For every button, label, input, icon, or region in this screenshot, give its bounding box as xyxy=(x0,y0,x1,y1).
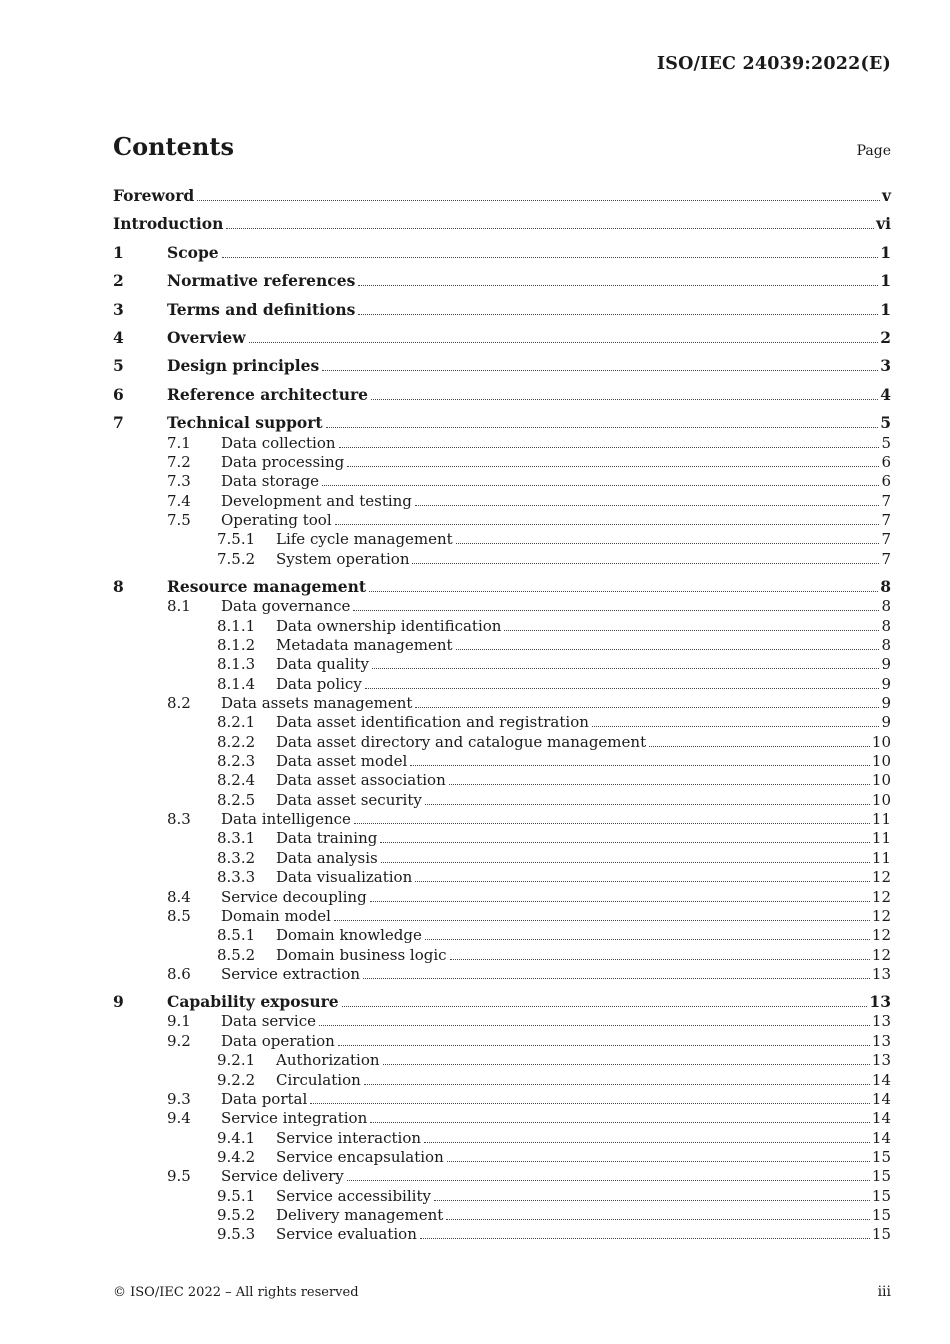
toc-entry-title[interactable]: Reference architecture xyxy=(167,384,368,404)
toc-entry-number: 8.2.4 xyxy=(217,771,256,790)
toc-entry[interactable] xyxy=(113,866,891,886)
dot-leader xyxy=(358,285,878,286)
dot-leader xyxy=(415,707,879,708)
toc-entry[interactable] xyxy=(113,847,891,867)
page-column-label: Page xyxy=(856,143,891,159)
toc-entry-title[interactable]: Data service xyxy=(221,1012,317,1031)
toc-entry-number: 8.3 xyxy=(167,810,191,829)
toc-entry-number: 9.5.1 xyxy=(217,1186,256,1205)
toc-entry[interactable] xyxy=(113,673,891,693)
toc-entry-page: 15 xyxy=(871,1186,891,1205)
toc-entry[interactable] xyxy=(113,963,891,983)
toc-entry-page: 15 xyxy=(871,1225,891,1244)
toc-entry-title[interactable]: Data asset identification and registration xyxy=(276,713,589,732)
toc-entry-title[interactable]: Domain business logic xyxy=(276,945,447,964)
toc-entry-title[interactable]: Service interaction xyxy=(276,1128,422,1147)
toc-entry-title[interactable]: Data quality xyxy=(276,655,370,674)
dot-leader xyxy=(412,563,879,564)
toc-entry-number: 9.2.2 xyxy=(217,1070,256,1089)
toc-entry-title[interactable]: Data ownership identification xyxy=(276,616,502,635)
dot-leader xyxy=(372,668,879,669)
toc-entry-title[interactable]: Domain model xyxy=(221,906,331,925)
toc-entry[interactable] xyxy=(113,1127,891,1147)
dot-leader xyxy=(353,610,879,611)
toc-entry-page: 5 xyxy=(881,433,891,452)
dot-leader xyxy=(380,842,870,843)
toc-entry-page: 14 xyxy=(871,1089,891,1108)
toc-entry[interactable] xyxy=(113,470,891,490)
toc-entry-title[interactable]: Capability exposure xyxy=(167,992,339,1012)
toc-entry-title[interactable]: Circulation xyxy=(276,1070,361,1089)
toc-entry-title[interactable]: System operation xyxy=(276,549,410,568)
toc-entry[interactable] xyxy=(113,185,891,205)
toc-entry-number: 7 xyxy=(113,413,124,433)
toc-entry-title[interactable]: Resource management xyxy=(167,576,367,596)
dot-leader xyxy=(592,726,880,727)
dot-leader xyxy=(310,1103,870,1104)
dot-leader xyxy=(197,200,880,201)
toc-entry-number: 8.3.2 xyxy=(217,848,256,867)
toc-entry[interactable] xyxy=(113,412,891,432)
dot-leader xyxy=(450,959,870,960)
dot-leader xyxy=(425,804,870,805)
toc-entry[interactable] xyxy=(113,808,891,828)
dot-leader xyxy=(335,524,880,525)
toc-entry[interactable] xyxy=(113,595,891,615)
toc-entry-title[interactable]: Development and testing xyxy=(221,491,412,510)
page-number: iii xyxy=(877,1284,891,1300)
toc-entry-page: 8 xyxy=(881,597,891,616)
toc-entry-number: 8.1.4 xyxy=(217,674,256,693)
toc-entry-page: 13 xyxy=(871,1051,891,1070)
toc-entry-number: 6 xyxy=(113,384,124,404)
toc-entry[interactable] xyxy=(113,944,891,964)
toc-entry-number: 7.5.2 xyxy=(217,549,256,568)
toc-entry-number: 8.1.2 xyxy=(217,635,256,654)
copyright-notice: © ISO/IEC 2022 – All rights reserved xyxy=(113,1285,359,1300)
toc-entry-number: 8.5 xyxy=(167,906,191,925)
toc-entry-title[interactable]: Data visualization xyxy=(276,868,413,887)
toc-entry-number: 9 xyxy=(113,992,124,1012)
toc-entry-number: 9.5 xyxy=(167,1167,191,1186)
toc-entry-page: 12 xyxy=(871,926,891,945)
toc-entry-title[interactable]: Technical support xyxy=(167,413,323,433)
dot-leader xyxy=(326,427,879,428)
toc-entry[interactable] xyxy=(113,991,891,1011)
toc-entry-number: 7.2 xyxy=(167,452,191,471)
document-identifier: ISO/IEC 24039:2022(E) xyxy=(656,54,891,74)
toc-entry[interactable] xyxy=(113,528,891,548)
toc-entry[interactable] xyxy=(113,827,891,847)
toc-entry-page: 4 xyxy=(880,384,891,404)
toc-entry-title[interactable]: Data assets management xyxy=(221,694,413,712)
toc-entry-number: 9.4 xyxy=(167,1109,191,1128)
toc-entry-page: 12 xyxy=(871,887,891,906)
toc-entry[interactable] xyxy=(113,432,891,452)
toc-entry-number: 8.5.2 xyxy=(217,945,256,964)
toc-entry-title[interactable]: Introduction xyxy=(113,214,224,234)
toc-entry-page: 15 xyxy=(871,1147,891,1166)
toc-entry-page: 6 xyxy=(881,452,891,471)
toc-entry[interactable] xyxy=(113,1049,891,1069)
toc-entry[interactable] xyxy=(113,653,891,673)
toc-entry[interactable] xyxy=(113,615,891,635)
dot-leader xyxy=(222,257,879,258)
dot-leader xyxy=(371,399,878,400)
toc-entry-page: vi xyxy=(876,214,891,234)
toc-entry[interactable] xyxy=(113,1030,891,1050)
toc-entry-number: 7.5 xyxy=(167,511,191,529)
toc-entry[interactable] xyxy=(113,1146,891,1166)
toc-entry-page: 7 xyxy=(881,491,891,510)
dot-leader xyxy=(365,688,880,689)
toc-entry-page: 9 xyxy=(881,694,891,712)
toc-entry-title[interactable]: Data operation xyxy=(221,1031,335,1050)
toc-entry[interactable] xyxy=(113,750,891,770)
dot-leader xyxy=(354,823,870,824)
toc-entry-number: 8.2.5 xyxy=(217,790,256,809)
toc-entry-title[interactable]: Data asset security xyxy=(276,790,422,809)
toc-entry[interactable] xyxy=(113,509,891,529)
toc-entry-page: 7 xyxy=(881,530,891,549)
toc-entry-page: 10 xyxy=(871,790,891,809)
dot-leader xyxy=(447,1161,870,1162)
dot-leader xyxy=(381,862,870,863)
toc-entry-page: 5 xyxy=(880,413,891,433)
toc-entry-title[interactable]: Data asset model xyxy=(276,752,408,770)
toc-entry-page: 1 xyxy=(880,299,891,319)
toc-entry-number: 9.4.2 xyxy=(217,1147,256,1166)
toc-entry-title[interactable]: Foreword xyxy=(113,186,195,205)
dot-leader xyxy=(410,765,870,766)
toc-entry-title[interactable]: Service integration xyxy=(221,1109,368,1128)
toc-entry-page: 9 xyxy=(881,655,891,674)
toc-entry-page: 12 xyxy=(871,868,891,887)
toc-entry[interactable] xyxy=(113,1223,891,1243)
toc-entry-page: v xyxy=(881,186,891,205)
toc-entry-page: 15 xyxy=(871,1167,891,1186)
toc-entry-title[interactable]: Service accessibility xyxy=(276,1186,431,1205)
toc-entry-number: 5 xyxy=(113,356,124,376)
toc-entry-page: 3 xyxy=(880,356,891,376)
toc-entry-title[interactable]: Service extraction xyxy=(221,964,361,983)
dot-leader xyxy=(342,1006,868,1007)
toc-entry-title[interactable]: Normative references xyxy=(167,271,356,291)
toc-entry-page: 9 xyxy=(881,674,891,693)
toc-entry-title[interactable]: Life cycle management xyxy=(276,530,453,549)
toc-entry-title[interactable]: Delivery management xyxy=(276,1205,444,1224)
toc-entry[interactable] xyxy=(113,905,891,925)
toc-entry-page: 13 xyxy=(869,992,891,1012)
toc-entry-page: 12 xyxy=(871,945,891,964)
toc-entry-page: 8 xyxy=(881,616,891,635)
toc-entry-title[interactable]: Operating tool xyxy=(221,511,332,529)
toc-entry[interactable] xyxy=(113,924,891,944)
toc-entry-title[interactable]: Service delivery xyxy=(221,1167,344,1186)
toc-entry-page: 2 xyxy=(880,328,891,347)
toc-entry-page: 14 xyxy=(871,1128,891,1147)
dot-leader xyxy=(339,447,880,448)
toc-entry-page: 8 xyxy=(880,576,891,596)
dot-leader xyxy=(434,1200,870,1201)
toc-entry-number: 2 xyxy=(113,271,124,291)
toc-entry-number: 9.2 xyxy=(167,1031,191,1050)
toc-entry-page: 6 xyxy=(881,472,891,491)
toc-entry-page: 13 xyxy=(871,964,891,983)
dot-leader xyxy=(369,591,878,592)
dot-leader xyxy=(249,342,879,343)
dot-leader xyxy=(322,485,879,486)
dot-leader xyxy=(364,1084,870,1085)
dot-leader xyxy=(358,314,878,315)
toc-entry[interactable] xyxy=(113,1088,891,1108)
toc-entry-number: 8.6 xyxy=(167,964,191,983)
toc-entry[interactable] xyxy=(113,1185,891,1205)
toc-entry[interactable] xyxy=(113,490,891,510)
toc-entry-number: 8.1.3 xyxy=(217,655,256,674)
toc-entry-number: 8.2.2 xyxy=(217,732,256,751)
dot-leader xyxy=(415,505,880,506)
toc-entry-page: 10 xyxy=(871,732,891,751)
toc-entry-number: 8.4 xyxy=(167,887,191,906)
dot-leader xyxy=(370,901,870,902)
toc-entry-title[interactable]: Service decoupling xyxy=(221,887,367,906)
toc-entry-title[interactable]: Data portal xyxy=(221,1089,308,1108)
toc-entry-number: 8.3.1 xyxy=(217,829,256,848)
dot-leader xyxy=(504,630,879,631)
toc-entry-number: 8.2.3 xyxy=(217,752,256,770)
toc-entry-title[interactable]: Design principles xyxy=(167,356,320,376)
toc-entry-title[interactable]: Service encapsulation xyxy=(276,1147,444,1166)
dot-leader xyxy=(420,1238,870,1239)
toc-entry-number: 8.1 xyxy=(167,597,191,616)
toc-entry-page: 11 xyxy=(871,829,891,848)
toc-entry-page: 8 xyxy=(881,635,891,654)
dot-leader xyxy=(334,920,870,921)
toc-entry-title[interactable]: Terms and definitions xyxy=(167,299,356,319)
dot-leader xyxy=(319,1025,870,1026)
dot-leader xyxy=(649,746,870,747)
toc-entry-title[interactable]: Data analysis xyxy=(276,848,378,867)
toc-entry-number: 8.5.1 xyxy=(217,926,256,945)
toc-entry[interactable] xyxy=(113,1204,891,1224)
dot-leader xyxy=(456,543,880,544)
toc-entry-number: 9.2.1 xyxy=(217,1051,256,1070)
toc-entry-title[interactable]: Scope xyxy=(167,242,219,262)
toc-entry-number: 7.1 xyxy=(167,433,191,452)
toc-entry-page: 1 xyxy=(880,242,891,262)
toc-entry-number: 9.4.1 xyxy=(217,1128,256,1147)
toc-entry-number: 9.5.3 xyxy=(217,1225,256,1244)
toc-entry-title[interactable]: Overview xyxy=(167,328,246,347)
toc-entry[interactable] xyxy=(113,548,891,568)
toc-entry-number: 3 xyxy=(113,299,124,319)
dot-leader xyxy=(425,939,870,940)
toc-entry[interactable] xyxy=(113,731,891,751)
toc-entry-page: 11 xyxy=(871,810,891,829)
toc-entry[interactable] xyxy=(113,1069,891,1089)
dot-leader xyxy=(449,784,870,785)
toc-entry-title[interactable]: Data processing xyxy=(221,452,345,471)
toc-entry-page: 14 xyxy=(871,1109,891,1128)
dot-leader xyxy=(456,649,880,650)
toc-entry-page: 14 xyxy=(871,1070,891,1089)
toc-entry-title[interactable]: Data storage xyxy=(221,472,320,491)
toc-entry[interactable] xyxy=(113,789,891,809)
toc-entry-number: 8 xyxy=(113,576,124,596)
toc-entry[interactable] xyxy=(113,327,891,347)
toc-entry-title[interactable]: Data intelligence xyxy=(221,810,351,829)
toc-entry-page: 9 xyxy=(881,713,891,732)
toc-entry-title[interactable]: Data collection xyxy=(221,433,336,452)
toc-entry[interactable] xyxy=(113,576,891,596)
toc-entry[interactable] xyxy=(113,270,891,290)
dot-leader xyxy=(363,978,870,979)
toc-entry-number: 7.4 xyxy=(167,491,191,510)
dot-leader xyxy=(347,1180,870,1181)
toc-entry-page: 15 xyxy=(871,1205,891,1224)
dot-leader xyxy=(347,466,879,467)
toc-entry-number: 1 xyxy=(113,242,124,262)
toc-entry-number: 7.5.1 xyxy=(217,530,256,549)
toc-entry-title[interactable]: Service evaluation xyxy=(276,1225,417,1244)
toc-entry-number: 9.1 xyxy=(167,1012,191,1031)
toc-entry-number: 7.3 xyxy=(167,472,191,491)
toc-entry-number: 8.2 xyxy=(167,694,191,712)
dot-leader xyxy=(226,228,874,229)
toc-entry-number: 9.3 xyxy=(167,1089,191,1108)
toc-entry-number: 8.1.1 xyxy=(217,616,256,635)
toc-entry[interactable] xyxy=(113,451,891,471)
toc-entry-page: 12 xyxy=(871,906,891,925)
toc-entry-page: 1 xyxy=(880,271,891,291)
toc-entry-page: 7 xyxy=(881,549,891,568)
dot-leader xyxy=(383,1064,870,1065)
dot-leader xyxy=(338,1045,870,1046)
toc-entry[interactable] xyxy=(113,384,891,404)
toc-entry-title[interactable]: Data asset association xyxy=(276,771,446,790)
toc-entry-page: 10 xyxy=(871,752,891,770)
toc-entry-title[interactable]: Data asset directory and catalogue management xyxy=(276,732,647,751)
toc-entry-title[interactable]: Metadata management xyxy=(276,635,453,654)
dot-leader xyxy=(415,881,870,882)
toc-entry-page: 11 xyxy=(871,848,891,867)
toc-entry[interactable] xyxy=(113,711,891,731)
toc-entry-title[interactable]: Domain knowledge xyxy=(276,926,422,945)
toc-entry-page: 13 xyxy=(871,1012,891,1031)
toc-entry[interactable] xyxy=(113,299,891,319)
dot-leader xyxy=(322,370,878,371)
toc-entry[interactable] xyxy=(113,634,891,654)
toc-entry-number: 8.3.3 xyxy=(217,868,256,887)
dot-leader xyxy=(446,1219,870,1220)
dot-leader xyxy=(424,1142,870,1143)
toc-entry[interactable] xyxy=(113,1165,891,1185)
toc-entry[interactable] xyxy=(113,355,891,375)
toc-entry-page: 10 xyxy=(871,771,891,790)
toc-entry-number: 4 xyxy=(113,328,124,347)
toc-entry-title[interactable]: Data training xyxy=(276,829,378,848)
toc-entry[interactable] xyxy=(113,769,891,789)
toc-entry-title[interactable]: Data governance xyxy=(221,597,351,616)
toc-entry-number: 9.5.2 xyxy=(217,1205,256,1224)
toc-entry-title[interactable]: Authorization xyxy=(276,1051,380,1070)
toc-entry-number: 8.2.1 xyxy=(217,713,256,732)
toc-entry[interactable] xyxy=(113,886,891,906)
toc-entry[interactable] xyxy=(113,692,891,712)
toc-entry-page: 13 xyxy=(871,1031,891,1050)
toc-entry[interactable] xyxy=(113,213,891,233)
toc-entry[interactable] xyxy=(113,242,891,262)
toc-entry[interactable] xyxy=(113,1010,891,1030)
toc-entry-page: 7 xyxy=(881,511,891,529)
contents-title: Contents xyxy=(113,132,234,161)
toc-entry-title[interactable]: Data policy xyxy=(276,674,362,693)
dot-leader xyxy=(370,1122,870,1123)
toc-entry[interactable] xyxy=(113,1107,891,1127)
